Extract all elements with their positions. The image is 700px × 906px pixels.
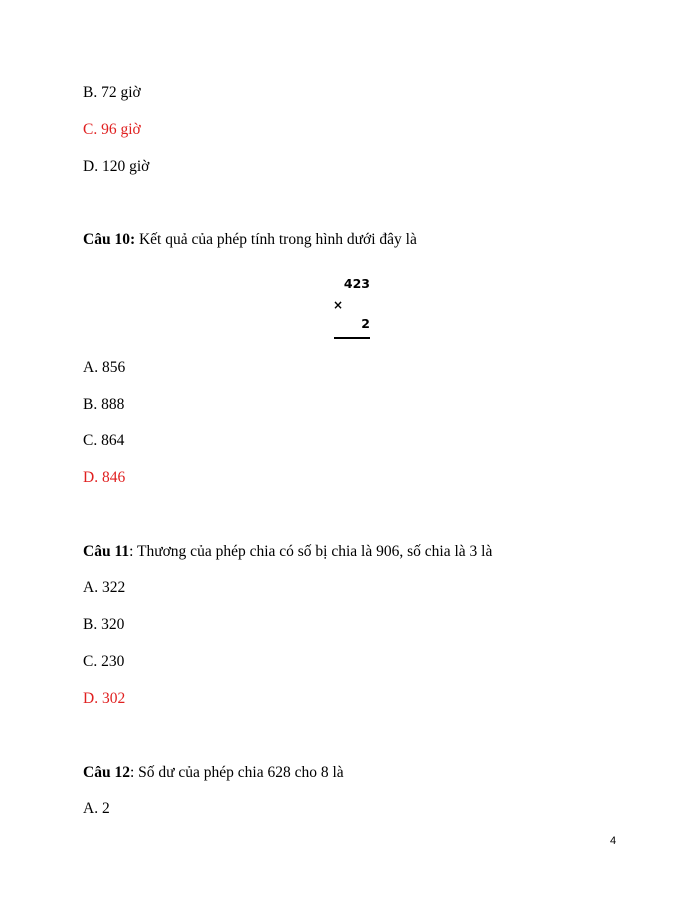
q11-option-a: A. 322 (83, 579, 126, 596)
calc-result-line (334, 337, 370, 339)
q10-option-b: B. 888 (83, 396, 125, 413)
q11-text: : Thương của phép chia có số bị chia là 906, số chia là 3 là (129, 543, 493, 560)
q9-option-c-correct: C. 96 giờ (83, 121, 141, 138)
q12-label: Câu 12 (83, 764, 130, 781)
q12-option-a: A. 2 (83, 800, 110, 817)
calc-operator: × (333, 298, 344, 312)
multiplication-figure (330, 276, 376, 346)
q10-option-d-correct: D. 846 (83, 469, 126, 486)
q11-option-d-correct: D. 302 (83, 690, 126, 707)
q10-question (83, 230, 417, 250)
q10-option-a: A. 856 (83, 359, 126, 376)
q11-option-c: C. 230 (83, 653, 125, 670)
q11-label: Câu 11 (83, 543, 130, 560)
q10-text: Kết quả của phép tính trong hình dưới đây là (135, 231, 417, 248)
q9-option-d: D. 120 giờ (83, 158, 150, 175)
q11-question (83, 542, 492, 562)
q9-option-b: B. 72 giờ (83, 84, 141, 101)
q12-text: : Số dư của phép chia 628 cho 8 là (129, 764, 344, 781)
calc-operand-1: 423 (343, 276, 370, 291)
calc-operand-2: 2 (361, 316, 370, 331)
q12-question (83, 763, 344, 783)
q10-option-c: C. 864 (83, 432, 125, 449)
q10-label: Câu 10: (83, 231, 136, 248)
q11-option-b: B. 320 (83, 616, 125, 633)
page-number: 4 (610, 835, 617, 847)
